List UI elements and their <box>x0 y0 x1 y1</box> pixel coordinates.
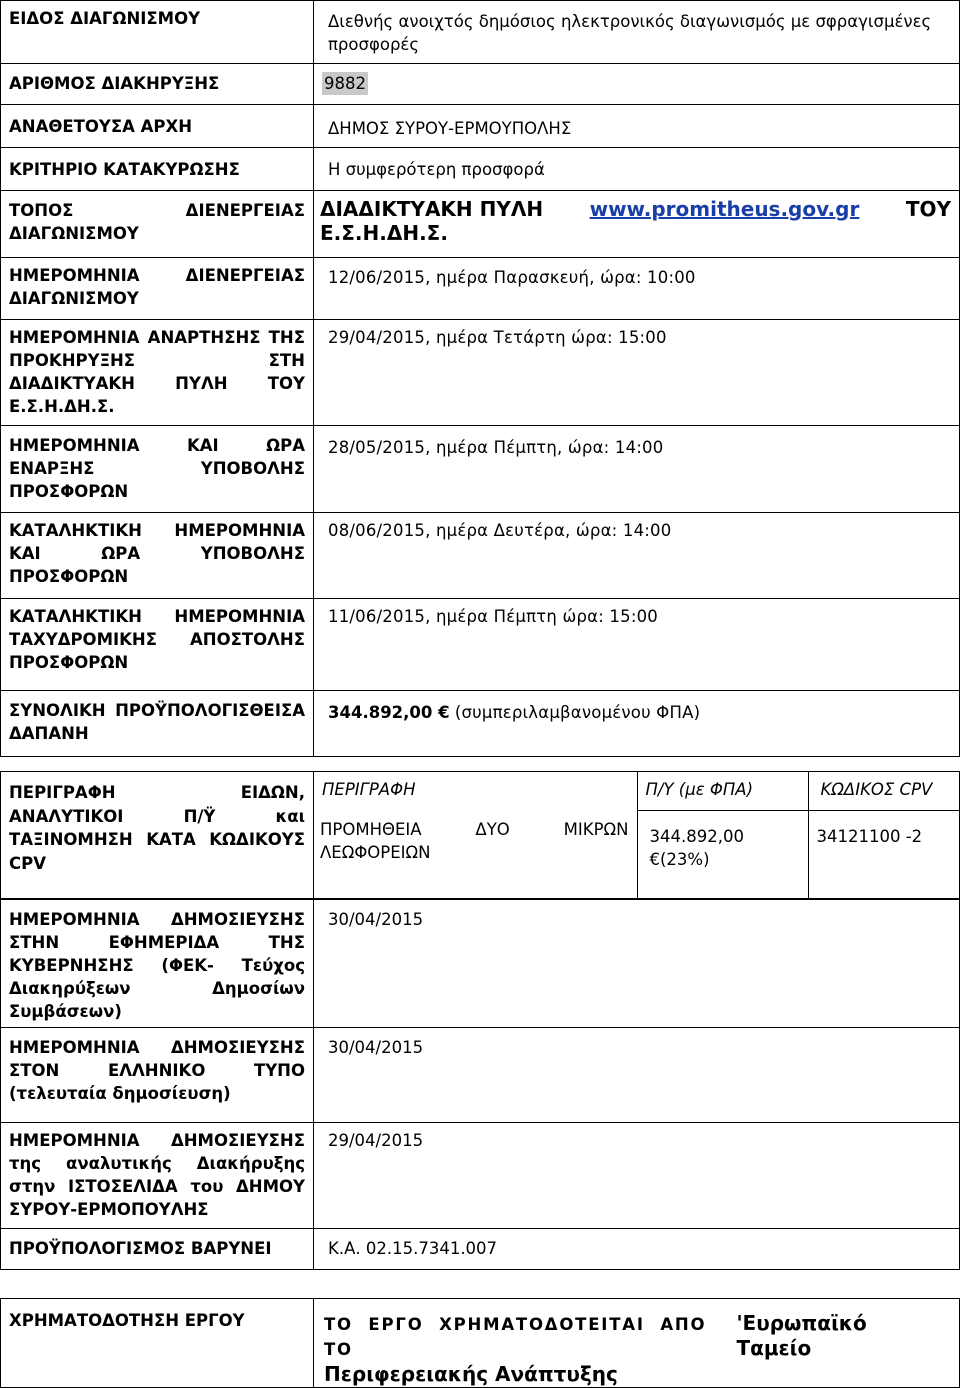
press-label: ΗΜΕΡΟΜΗΝΙΑ ΔΗΜΟΣΙΕΥΣΗΣ ΣΤΟΝ ΕΛΛΗΝΙΚΟ ΤΥΠΟ (τελευταία δημοσίευση) <box>1 1028 313 1105</box>
postal-deadline-value: 11/06/2015, ημέρα Πέμπτη ώρα: 15:00 <box>314 599 959 628</box>
gazette-label: ΗΜΕΡΟΜΗΝΙΑ ΔΗΜΟΣΙΕΥΣΗΣ ΣΤΗΝ ΕΦΗΜΕΡΙΔΑ ΤΗΣ ΚΥΒΕΡΝΗΣΗΣ (ΦΕΚ- Τεύχος Διακηρύξεων Δημοσίων Συμβάσεων) <box>1 900 313 1023</box>
charge-value: Κ.Α. 02.15.7341.007 <box>314 1229 959 1260</box>
start-date-label: ΗΜΕΡΟΜΗΝΙΑ ΚΑΙ ΩΡΑ ΕΝΑΡΞΗΣ ΥΠΟΒΟΛΗΣ ΠΡΟΣΦΟΡΩΝ <box>1 426 313 503</box>
website-date: 29/04/2015 <box>314 1123 959 1152</box>
promitheus-link[interactable]: www.promitheus.gov.gr <box>590 197 860 221</box>
publications-table <box>0 899 960 1270</box>
postal-deadline-label: ΚΑΤΑΛΗΚΤΙΚΗ ΗΜΕΡΟΜΗΝΙΑ ΤΑΧΥΔΡΟΜΙΚΗΣ ΑΠΟΣΤΟΛΗΣ ΠΡΟΣΦΟΡΩΝ <box>1 599 313 674</box>
tender-number: 9882 <box>322 72 368 95</box>
items-label: ΠΕΡΙΓΡΑΦΗ ΕΙΔΩΝ, ΑΝΑΛΥΤΙΚΟΙ Π/Ÿ και ΤΑΞΙΝΟΜΗΣΗ ΚΑΤΑ ΚΩΔΙΚΟΥΣ CPV <box>1 772 313 875</box>
place-label-2: ΔΙΕΝΕΡΓΕΙΑΣ <box>186 199 305 222</box>
conduct-label-3: ΔΙΑΓΩΝΙΣΜΟΥ <box>9 287 305 310</box>
budget-amount: 344.892,00 € <box>328 703 450 722</box>
type-label-cell <box>1 1 314 64</box>
charge-label: ΠΡΟΫΠΟΛΟΓΙΣΜΟΣ ΒΑΡΥΝΕΙ <box>1 1229 313 1260</box>
budget-note: (συμπεριλαμβανομένου ΦΠΑ) <box>455 703 700 722</box>
posting-date-label: ΗΜΕΡΟΜΗΝΙΑ ΑΝΑΡΤΗΣΗΣ ΤΗΣ ΠΡΟΚΗΡΥΞΗΣ ΣΤΗ ΔΙΑΔΙΚΤΥΑΚΗ ΠΥΛΗ ΤΟΥ Ε.Σ.Η.ΔΗ.Σ. <box>1 320 313 418</box>
item-budget: 344.892,00 €(23%) <box>638 811 808 871</box>
website-label: ΗΜΕΡΟΜΗΝΙΑ ΔΗΜΟΣΙΕΥΣΗΣ της αναλυτικής Διακήρυξης στην ΙΣΤΟΣΕΛΙΔΑ του ΔΗΜΟΥ ΣΥΡΟΥ-ΕΡΜΟΠΟΥΛΗΣ <box>1 1123 313 1221</box>
authority-value: ΔΗΜΟΣ ΣΥΡΟΥ-ΕΡΜΟΥΠΟΛΗΣ <box>314 105 959 140</box>
funding-label: ΧΡΗΜΑΤΟΔΟΤΗΣΗ ΕΡΓΟΥ <box>1 1299 313 1332</box>
items-table <box>0 771 960 899</box>
conduct-date-value: 12/06/2015, ημέρα Παρασκευή, ώρα: 10:00 <box>314 258 959 289</box>
posting-date-value: 29/04/2015, ημέρα Τετάρτη ώρα: 15:00 <box>314 320 959 349</box>
funding-table <box>0 1298 960 1388</box>
type-label: ΕΙΔΟΣ ΔΙΑΓΩΝΙΣΜΟΥ <box>1 1 313 30</box>
conduct-label-2: ΔΙΕΝΕΡΓΕΙΑΣ <box>186 264 305 287</box>
funding-text-2: 'Ευρωπαϊκό Ταμείο <box>736 1311 951 1361</box>
number-label: ΑΡΙΘΜΟΣ ΔΙΑΚΗΡΥΞΗΣ <box>1 64 313 95</box>
criterion-label: ΚΡΙΤΗΡΙΟ ΚΑΤΑΚΥΡΩΣΗΣ <box>1 148 313 181</box>
deadline-label: ΚΑΤΑΛΗΚΤΙΚΗ ΗΜΕΡΟΜΗΝΙΑ ΚΑΙ ΩΡΑ ΥΠΟΒΟΛΗΣ ΠΡΟΣΦΟΡΩΝ <box>1 513 313 588</box>
header-description: ΠΕΡΙΓΡΑΦΗ <box>314 772 637 799</box>
item-description: ΠΡΟΜΗΘΕΙΑ ΔΥΟ ΜΙΚΡΩΝ ΛΕΩΦΟΡΕΙΩΝ <box>314 810 637 864</box>
place-label-3: ΔΙΑΓΩΝΙΣΜΟΥ <box>9 222 305 245</box>
deadline-value: 08/06/2015, ημέρα Δευτέρα, ώρα: 14:00 <box>314 513 959 542</box>
press-date: 30/04/2015 <box>314 1028 959 1059</box>
portal-tou: ΤΟΥ <box>906 197 951 221</box>
criterion-value: Η συμφερότερη προσφορά <box>314 148 959 181</box>
items-inner-table <box>314 772 960 898</box>
portal-name: ΔΙΑΔΙΚΤΥΑΚΗ ΠΥΛΗ <box>320 197 543 221</box>
gazette-date: 30/04/2015 <box>314 900 959 931</box>
budget-label: ΣΥΝΟΛΙΚΗ ΠΡΟΫΠΟΛΟΓΙΣΘΕΙΣΑ ΔΑΠΑΝΗ <box>1 691 313 745</box>
header-budget: Π/Υ (με ΦΠΑ) <box>638 772 808 799</box>
funding-text-3: Περιφερειακής Ανάπτυξης <box>324 1362 951 1387</box>
type-value: Διεθνής ανοιχτός δημόσιος ηλεκτρονικός διαγωνισμός με σφραγισμένες προσφορές <box>314 1 959 56</box>
header-cpv: ΚΩΔΙΚΟΣ CPV <box>809 772 960 799</box>
item-cpv: 34121100 -2 <box>809 811 960 848</box>
esidis: Ε.Σ.Η.ΔΗ.Σ. <box>320 221 951 245</box>
conduct-label-1: ΗΜΕΡΟΜΗΝΙΑ <box>9 264 140 287</box>
authority-label: ΑΝΑΘΕΤΟΥΣΑ ΑΡΧΗ <box>1 105 313 138</box>
type-value-cell <box>314 1 960 64</box>
start-date-value: 28/05/2015, ημέρα Πέμπτη, ώρα: 14:00 <box>314 426 959 459</box>
place-label-1: ΤΟΠΟΣ <box>9 199 73 222</box>
funding-text-1: ΤΟ ΕΡΓΟ ΧΡΗΜΑΤΟΔΟΤΕΙΤΑΙ ΑΠΟ ΤΟ <box>324 1312 736 1362</box>
